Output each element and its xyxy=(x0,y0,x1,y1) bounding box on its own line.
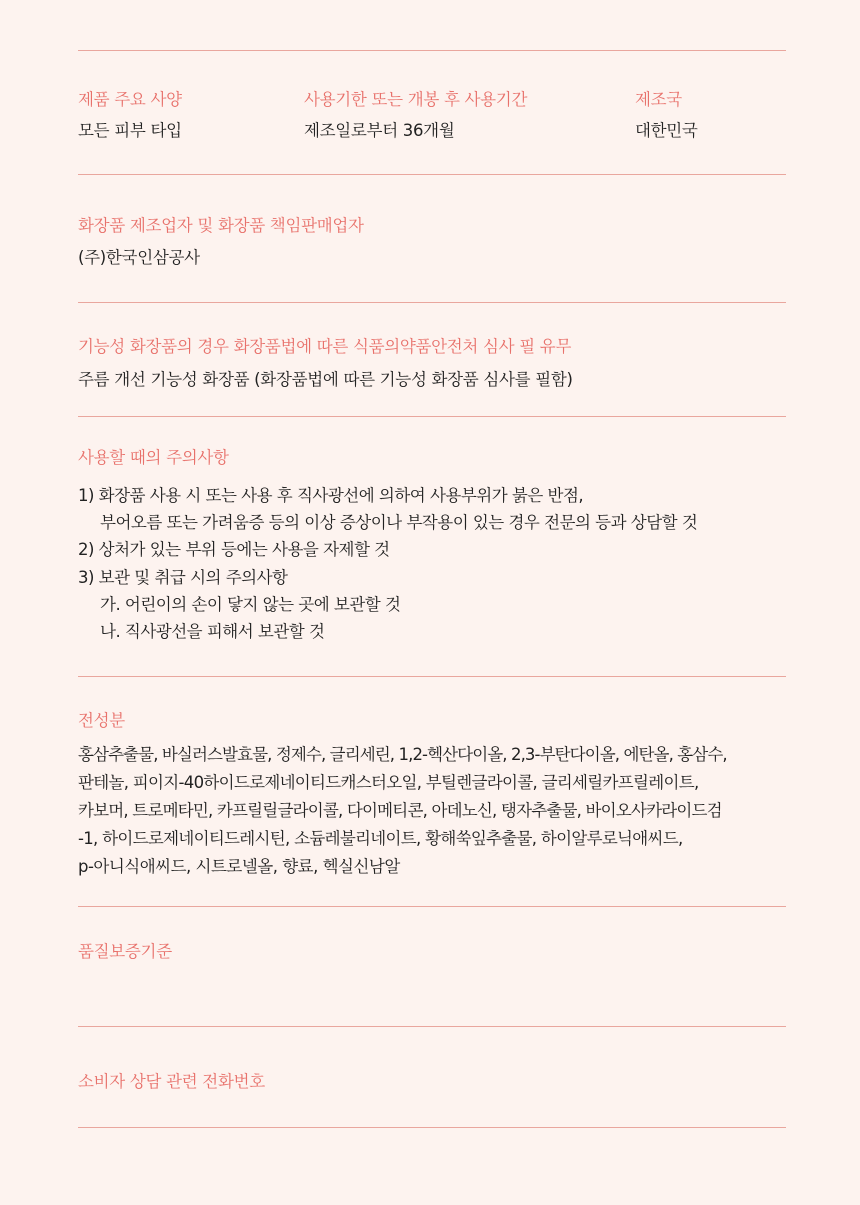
precaution-line: 1) 화장품 사용 시 또는 사용 후 직사광선에 의하여 사용부위가 붉은 반점, xyxy=(78,486,584,505)
functional-label: 기능성 화장품의 경우 화장품법에 따른 식품의약품안전처 심사 필 유무 xyxy=(78,337,572,356)
expiry-value: 제조일로부터 36개월 xyxy=(304,121,455,140)
manufacturer-label: 화장품 제조업자 및 화장품 책임판매업자 xyxy=(78,216,364,235)
contact-label: 소비자 상담 관련 전화번호 xyxy=(78,1072,265,1091)
divider xyxy=(78,50,786,51)
ingredients-line: p-아니식애씨드, 시트로넬올, 향료, 헥실신남알 xyxy=(78,857,400,876)
divider xyxy=(78,906,786,907)
precaution-line: 2) 상처가 있는 부위 등에는 사용을 자제할 것 xyxy=(78,540,390,559)
divider xyxy=(78,676,786,677)
functional-value: 주름 개선 기능성 화장품 (화장품법에 따른 기능성 화장품 심사를 필함) xyxy=(78,370,573,389)
spec-label: 제품 주요 사양 xyxy=(78,90,182,109)
ingredients-line: 홍삼추출물, 바실러스발효물, 정제수, 글리세린, 1,2-헥산다이올, 2,3-부탄다이올, 에탄올, 홍삼수, xyxy=(78,745,727,764)
precaution-line: 가. 어린이의 손이 닿지 않는 곳에 보관할 것 xyxy=(100,595,401,614)
divider xyxy=(78,416,786,417)
quality-label: 품질보증기준 xyxy=(78,942,172,961)
ingredients-line: 카보머, 트로메타민, 카프릴릴글라이콜, 다이메티콘, 아데노신, 탱자추출물, 바이오사카라이드검 xyxy=(78,801,722,820)
divider xyxy=(78,1026,786,1027)
origin-value: 대한민국 xyxy=(635,121,698,140)
ingredients-label: 전성분 xyxy=(78,711,125,730)
spec-value: 모든 피부 타입 xyxy=(78,121,182,140)
manufacturer-value: (주)한국인삼공사 xyxy=(78,248,200,267)
precaution-line: 3) 보관 및 취급 시의 주의사항 xyxy=(78,568,288,587)
precautions-label: 사용할 때의 주의사항 xyxy=(78,448,229,467)
divider xyxy=(78,1127,786,1128)
ingredients-line: -1, 하이드로제네이티드레시틴, 소듐레불리네이트, 황해쑥잎추출물, 하이알루로닉애씨드, xyxy=(78,829,683,848)
ingredients-line: 판테놀, 피이지-40하이드로제네이티드캐스터오일, 부틸렌글라이콜, 글리세릴카프릴레이트, xyxy=(78,773,699,792)
divider xyxy=(78,174,786,175)
precaution-line: 부어오름 또는 가려움증 등의 이상 증상이나 부작용이 있는 경우 전문의 등과 상담할 것 xyxy=(100,513,698,532)
origin-label: 제조국 xyxy=(635,90,682,109)
expiry-label: 사용기한 또는 개봉 후 사용기간 xyxy=(304,90,528,109)
divider xyxy=(78,302,786,303)
precaution-line: 나. 직사광선을 피해서 보관할 것 xyxy=(100,622,325,641)
